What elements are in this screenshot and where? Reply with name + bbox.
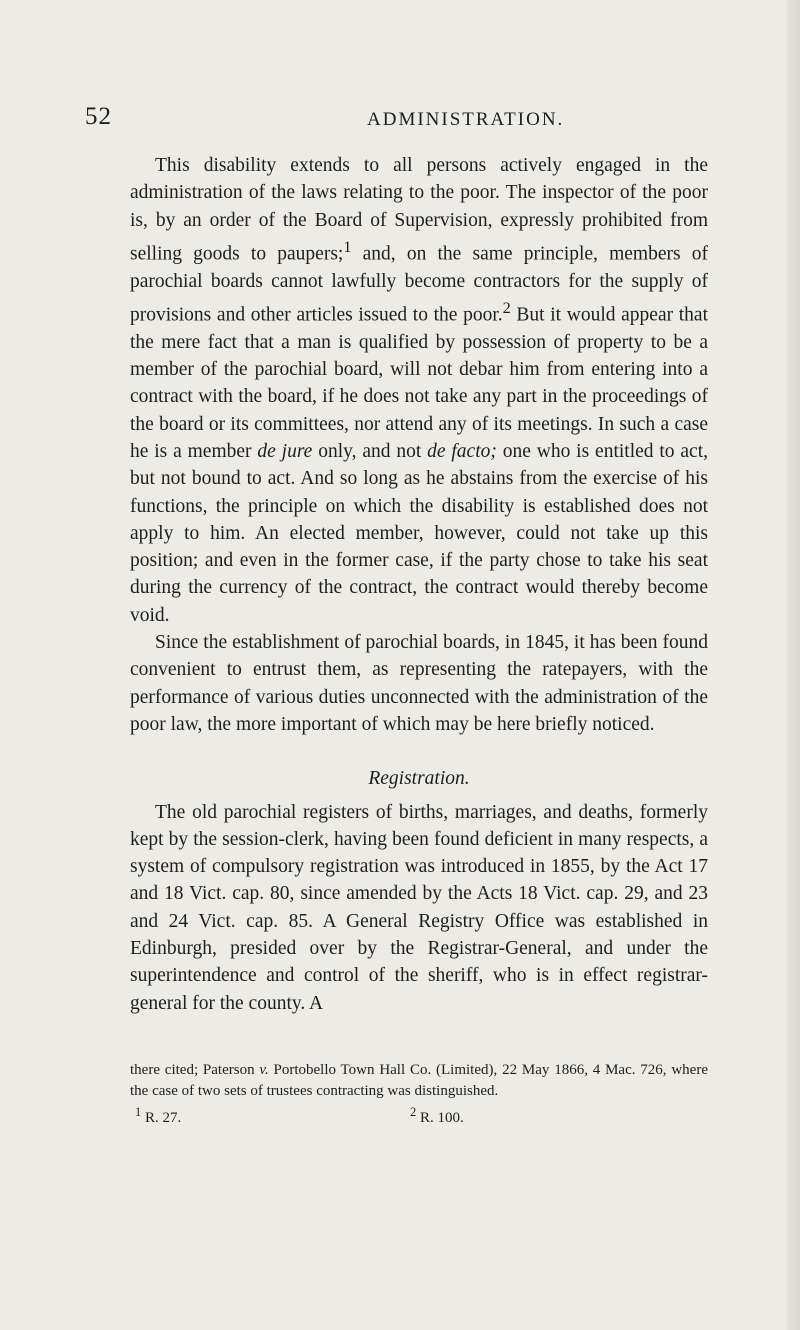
case-versus: v. bbox=[259, 1062, 269, 1078]
paragraph-disability bbox=[130, 152, 708, 629]
section-heading-registration: Registration. bbox=[368, 768, 470, 790]
footnote-ref-2: 2 bbox=[502, 298, 511, 317]
text-run: Portobello Town Hall Co. (Limited), 22 May 1866, 4 Mac. 726, where the case of two sets of trustees contracting was distinguished. bbox=[130, 1062, 708, 1099]
footnote-2 bbox=[410, 1102, 464, 1129]
latin-term-de-jure: de jure bbox=[257, 440, 313, 462]
text-run: This disability extends to all persons actively engaged in the administration of the laws relating to the poor. The inspector of the poor is, by an order of the Board of Supervision, expressly prohibited from selling goods to paupers; bbox=[130, 155, 708, 265]
page-edge-shadow bbox=[786, 0, 800, 1330]
footnote-ref-1: 1 bbox=[343, 237, 352, 256]
footnote-1-mark: 1 bbox=[135, 1105, 142, 1119]
footnote-2-mark: 2 bbox=[410, 1105, 417, 1119]
paragraph-parochial-boards: Since the establishment of parochial boards, in 1845, it has been found convenient to entrust them, as representing the ratepayers, with the performance of various duties unconnected with the administration of the poor law, the more important of which may be here briefly noticed. bbox=[130, 632, 708, 735]
page-header bbox=[0, 103, 800, 137]
text-run: only, and not bbox=[312, 440, 428, 462]
text-run: there cited; Paterson bbox=[130, 1062, 260, 1078]
footnote-1-text: R. 27. bbox=[141, 1110, 182, 1126]
text-run: and, on the same principle, members of parochial boards cannot lawfully become contractors for the supply of provisions and other articles issued to the poor. bbox=[130, 243, 708, 326]
footnote-1 bbox=[135, 1102, 181, 1129]
page-number: 52 bbox=[85, 103, 112, 130]
footnotes bbox=[130, 1060, 708, 1126]
text-run: one who is entitled to act, but not bound to act. And so long as he abstains from the exercise of his functions, the principle on which the disability is established does not apply to him. An elected member, however, could not take up this position; and even in the former case, if the party chose to take his seat during the currency of the contract, the contract would thereby become void. bbox=[130, 440, 709, 626]
text-run: But it would appear that the mere fact that a man is qualified by possession of property to be a member of the parochial board, will not debar him from entering into a contract with the board, if he does not take any part in the proceedings of the board or its committees, nor attend any of its meetings. In such a case he is a member bbox=[130, 304, 708, 462]
paragraph-registration: The old parochial registers of births, marriages, and deaths, formerly kept by the session-clerk, having been found deficient in many respects, a system of compulsory registration was introduced in 1855, by the Act 17 and 18 Vict. cap. 80, since amended by the Acts 18 Vict. cap. 29, and 23 and 24 Vict. cap. 85. A General Registry Office was established in Edinburgh, presided over by the Registrar-General, and under the superintendence and control of the sheriff, who is in effect registrar-general for the county. A bbox=[130, 801, 708, 1014]
running-title: ADMINISTRATION. bbox=[367, 109, 565, 130]
latin-term-de-facto: de facto; bbox=[427, 440, 497, 462]
main-text bbox=[130, 152, 708, 1017]
footnote-continuation bbox=[130, 1060, 708, 1102]
footnote-2-text: R. 100. bbox=[416, 1110, 464, 1126]
footnote-references bbox=[130, 1102, 708, 1126]
